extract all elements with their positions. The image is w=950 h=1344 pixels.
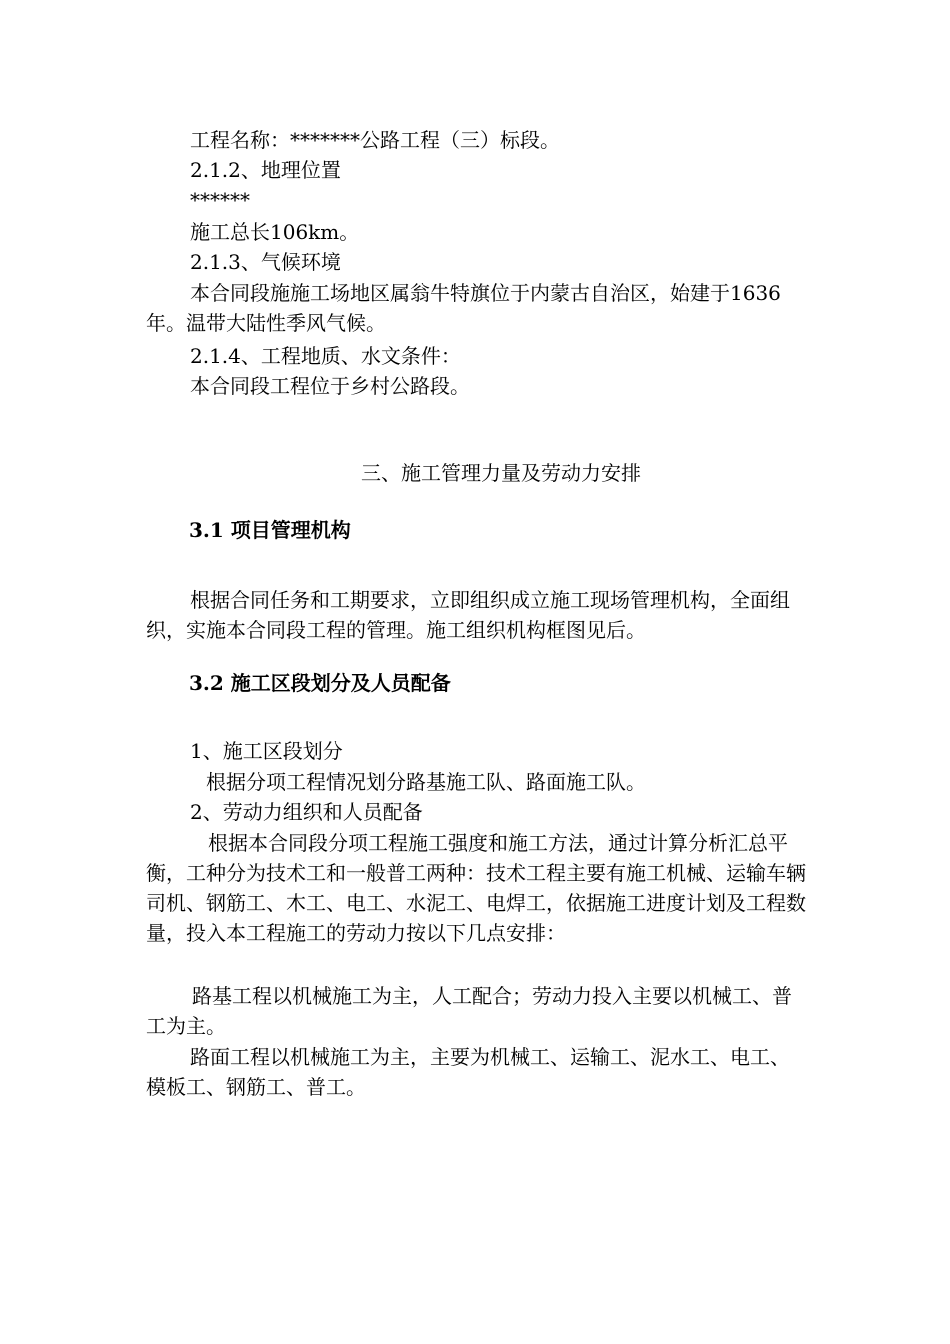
subsection-3-1-title: 项目管理机构 xyxy=(230,518,351,542)
geo-location-heading: 2.1.2、地理位置 xyxy=(190,158,341,182)
construction-length-line: 施工总长106km。 xyxy=(190,220,360,244)
subsection-3-1-heading xyxy=(189,515,351,545)
subsection-3-2-title: 施工区段划分及人员配备 xyxy=(230,671,451,695)
section-3-title: 三、施工管理力量及劳动力安排 xyxy=(361,461,641,485)
subsection-3-1-number: 3.1 xyxy=(189,518,224,542)
item-2-heading: 2、劳动力组织和人员配备 xyxy=(190,800,423,824)
project-name-line: 工程名称：*******公路工程（三）标段。 xyxy=(190,128,560,152)
geology-paragraph: 本合同段工程位于乡村公路段。 xyxy=(190,374,470,398)
subsection-3-2-heading xyxy=(189,668,451,698)
item-1-heading: 1、施工区段划分 xyxy=(190,739,343,763)
management-org-paragraph: 根据合同任务和工期要求，立即组织成立施工现场管理机构，全面组织，实施本合同段工程的管理。施工组织机构框图见后。 xyxy=(146,588,790,642)
geo-location-value: ****** xyxy=(190,188,250,212)
climate-paragraph: 本合同段施施工场地区属翁牛特旗位于内蒙古自治区，始建于1636年。温带大陆性季风气候。 xyxy=(146,281,781,335)
item-1-paragraph: 根据分项工程情况划分路基施工队、路面施工队。 xyxy=(206,770,646,794)
roadbed-paragraph: 路基工程以机械施工为主，人工配合；劳动力投入主要以机械工、普工为主。 xyxy=(146,984,792,1038)
item-2-paragraph: 根据本合同段分项工程施工强度和施工方法，通过计算分析汇总平衡，工种分为技术工和一般普工两种：技术工程主要有施工机械、运输车辆司机、钢筋工、木工、电工、水泥工、电焊工，依据施工进度计划及工程数量，投入本工程施工的劳动力按以下几点安排： xyxy=(146,831,806,945)
subsection-3-2-number: 3.2 xyxy=(189,671,224,695)
pavement-paragraph: 路面工程以机械施工为主，主要为机械工、运输工、泥水工、电工、模板工、钢筋工、普工。 xyxy=(146,1045,790,1099)
climate-heading: 2.1.3、气候环境 xyxy=(190,250,341,274)
geology-heading: 2.1.4、工程地质、水文条件： xyxy=(190,344,461,368)
